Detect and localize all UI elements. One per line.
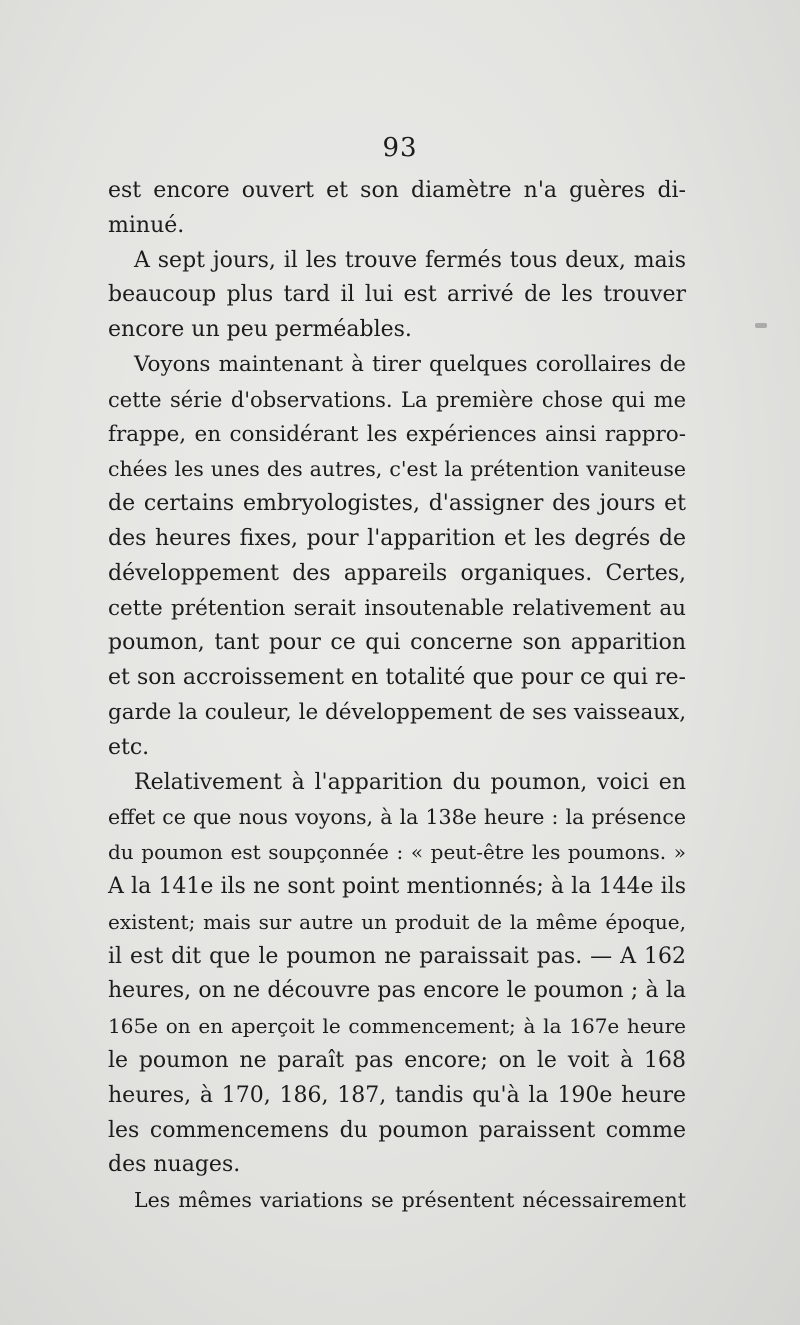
text-line: est encore ouvert et son diamètre n'a guères di- bbox=[108, 178, 686, 203]
text-line: des nuages. bbox=[108, 1152, 241, 1178]
text-line: etc. bbox=[108, 734, 150, 760]
text-line: minué. bbox=[108, 212, 185, 238]
text-line: existent; mais sur autre un produit de la même époque, bbox=[108, 909, 686, 934]
text-line: cette série d'observations. La première chose qui me bbox=[108, 387, 686, 412]
text-line: A la 141e ils ne sont point mentionnés; à la 144e ils bbox=[108, 873, 686, 899]
text-line: le poumon ne paraît pas encore; on le voit à 168 bbox=[108, 1047, 686, 1073]
text-line: encore un peu perméables. bbox=[108, 317, 412, 343]
text-line: poumon, tant pour ce qui concerne son apparition bbox=[108, 630, 686, 656]
text-line: heures, on ne découvre pas encore le poumon ; à la bbox=[108, 978, 686, 1004]
text-line: les commencemens du poumon paraissent comme bbox=[108, 1117, 686, 1143]
text-line: frappe, en considérant les expériences ainsi rappro- bbox=[108, 421, 686, 447]
body-text bbox=[108, 174, 686, 1218]
text-line: de certains embryologistes, d'assigner des jours et bbox=[108, 491, 686, 517]
text-line: développement des appareils organiques. Certes, bbox=[108, 560, 686, 586]
ink-speck bbox=[755, 323, 767, 328]
text-line: Relativement à l'apparition du poumon, voici en bbox=[134, 769, 686, 795]
text-line: Voyons maintenant à tirer quelques corollaires de bbox=[134, 351, 686, 377]
text-line: du poumon est soupçonnée : « peut-être les poumons. » bbox=[108, 840, 686, 865]
text-line: chées les unes des autres, c'est la prétention vaniteuse bbox=[108, 457, 686, 482]
text-line: cette prétention serait insoutenable relativement au bbox=[108, 595, 686, 621]
text-line: des heures fixes, pour l'apparition et les degrés de bbox=[108, 525, 686, 551]
text-line: A sept jours, il les trouve fermés tous deux, mais bbox=[134, 247, 686, 273]
text-line: il est dit que le poumon ne paraissait pas. — A 162 bbox=[108, 943, 686, 969]
text-line: 165e on en aperçoit le commencement; à la 167e heure bbox=[108, 1014, 686, 1039]
text-line: beaucoup plus tard il lui est arrivé de les trouver bbox=[108, 282, 686, 308]
text-line: effet ce que nous voyons, à la 138e heure : la présence bbox=[108, 805, 686, 830]
text-line: Les mêmes variations se présentent nécessairement bbox=[134, 1188, 686, 1213]
page-number: 93 bbox=[382, 133, 418, 163]
text-line: et son accroissement en totalité que pour ce qui re- bbox=[108, 665, 686, 691]
text-line: garde la couleur, le développement de ses vaisseaux, bbox=[108, 699, 687, 725]
text-line: heures, à 170, 186, 187, tandis qu'à la 190e heure bbox=[108, 1082, 686, 1108]
